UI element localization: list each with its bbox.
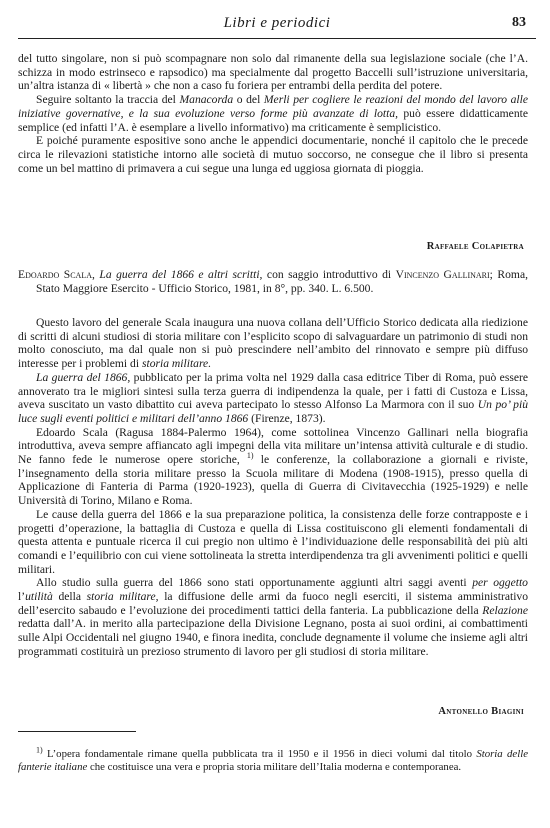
review2-paragraph [18,316,528,371]
book-author: Edoardo Scala, [18,268,95,281]
text-run: la diffusione delle armi da fuoco negli eserciti, il sistema amministrativo dell’esercito sabaudo e l’evoluzione dei procedimenti tattici della fanteria. La pubblicazione della [18,590,529,617]
italic-text: Storia delle fanterie italiane [18,748,528,774]
text-run: l’ [18,590,26,604]
review1-paragraph [18,93,528,134]
italic-text: Manacorda [179,93,234,107]
footnote-rule [18,731,136,732]
text-run: Questo lavoro del generale Scala inaugura una nuova collana dell’Ufficio Storico dedicata alla riedizione di scritti di alcuni studiosi di storia militare con l’esplicito scopo di salvaguardare un patrimonio di studi non molto conosciuto, ma dal quale non si può prescindere nell’ambito del rinnovato e sempre più diffuso interesse per i problemi di [18,316,528,371]
book-citation-mid: con saggio introduttivo di [262,268,396,281]
review2-signature: Antonello Biagini [438,706,524,717]
text-run: Le cause della guerra del 1866 e la sua preparazione politica, la consistenza delle forze contrapposte e i progetti d’operazione, la battaglia di Custoza e quella di Lissa costituiscono gli elementi fondamentali di questa attenta e puntuale ricerca il cui pregio non ultimo è l’individuazione delle responsabilità dei più alti comandi e l’equilibrio con cui viene sottolineata la stretta interdipendenza tra gli avvenimenti politici e quelli militari. [18,507,528,576]
book-introducer: Vincenzo Gallinari; [395,268,493,281]
review1-signature: Raffaele Colapietra [426,241,524,252]
italic-text: Relazione [482,603,528,617]
footnote-ref: 1) [36,745,43,755]
italic-text: storia militare. [141,357,212,371]
text-run: Allo studio sulla guerra del 1866 sono stati opportunamente aggiunti altri saggi aventi [36,576,473,590]
review1-paragraph [18,52,528,93]
text-run: Seguire soltanto la traccia del [36,93,180,107]
footnote-text [18,745,528,775]
review2-paragraph [18,508,528,577]
text-run: pubblicato per la prima volta nel 1929 dalla casa editrice Tiber di Roma, può essere annoverato tra le migliori sintesi sulla terza guerra di indipendenza la quale, per i fatti di Custoza e Lissa, aveva suscitato un vasto dibattito cui aveva partecipato lo stesso Alfonso La Marmora con il suo [18,370,529,412]
italic-text: Un po’ più luce sugli eventi politici e militari dell’anno 1866 [18,398,529,425]
text-run: Edoardo Scala (Ragusa 1884-Palermo 1964), come sottolinea Vincenzo Gallinari nella biografia introduttiva, aveva sempre affiancato agli impegni della vita militare un’intensa attività culturale e di studio. Ne fanno fede le numerose opere storiche, [18,425,528,467]
italic-text: per oggetto [472,576,528,590]
text-run: (Firenze, 1873). [248,411,326,425]
italic-text: Merli per cogliere le reazioni del mondo del lavoro alle iniziative governative, e la sua evoluzione verso forme più avanzate di lotta, [18,93,528,120]
text-run: della [52,590,87,604]
review-biagini-text [18,316,528,659]
text-run: che costituisce una vera e propria storia militare dell’Italia moderna e contemporanea. [87,761,462,774]
review2-paragraph [18,371,528,426]
italic-text: utilità [25,590,53,604]
text-run: E poiché puramente espositive sono anche le appendici documentarie, nonché il capitolo che le precede circa le rilevazioni statistiche intorno alle società di mutuo soccorso, ne consegue che il libro si presenta come un bel mattino di primavera a cui segue una lunga ed uggiosa giornata di pioggia. [18,134,528,175]
text-run: o del [233,93,264,107]
text-run: L’opera fondamentale rimane quella pubblicata tra il 1950 e il 1956 in dieci volumi dal titolo [42,748,477,760]
italic-text: storia militare, [86,590,159,604]
text-run: le conferenze, la collaborazione a giornali e riviste, l’insegnamento della storia militare presso la Scuola militare di Modena (1908-1915), presso quella di Applicazione di Fanteria di Parma (1920-1923), quella di Guerra di Civitavecchia (1925-1929) e nelle Università di Torino, Milano e Roma. [18,453,528,508]
running-head [18,12,536,39]
book-citation [18,268,528,296]
page-number: 83 [512,15,526,30]
book-title: La guerra del 1866 e altri scritti, [99,268,263,281]
footnote [18,745,528,775]
book-publication: Roma, Stato Maggiore Esercito - Ufficio Storico, 1981, in 8°, pp. 340. L. 6.500. [36,268,528,296]
review2-paragraph [18,426,528,508]
running-title: Libri e periodici [223,15,331,31]
text-run: redatta dall’A. in merito alla partecipazione della Divisione Legnano, posta ai suoi ordini, ai combattimenti sulle Alpi Occidentali nel giugno 1940, e finora inedita, conclude degnamente il volume che insieme agli altri programmati costituirà un prezioso strumento di lavoro per gli studiosi di storia militare. [18,617,528,658]
text-run: del tutto singolare, non si può scompagnare non solo dal rimanente della sua legislazione sociale (che l’A. schizza in modo estrinseco e rapsodico) ma specialmente dal progetto Baccelli sull’istruzione universitaria, un’altra istanza di « libertà » che non a caso fu foriera per entrambi della perdita del potere. [18,52,528,93]
review-colapietra-text [18,52,528,175]
review1-paragraph [18,134,528,175]
footnote-ref: 1) [246,451,254,461]
italic-text: La guerra del 1866, [36,370,131,384]
text-run: può essere didatticamente semplice (ed infatti l’A. è esemplare a livello informativo) ma criticamente è semplicistico. [18,106,528,134]
review2-paragraph [18,576,528,658]
